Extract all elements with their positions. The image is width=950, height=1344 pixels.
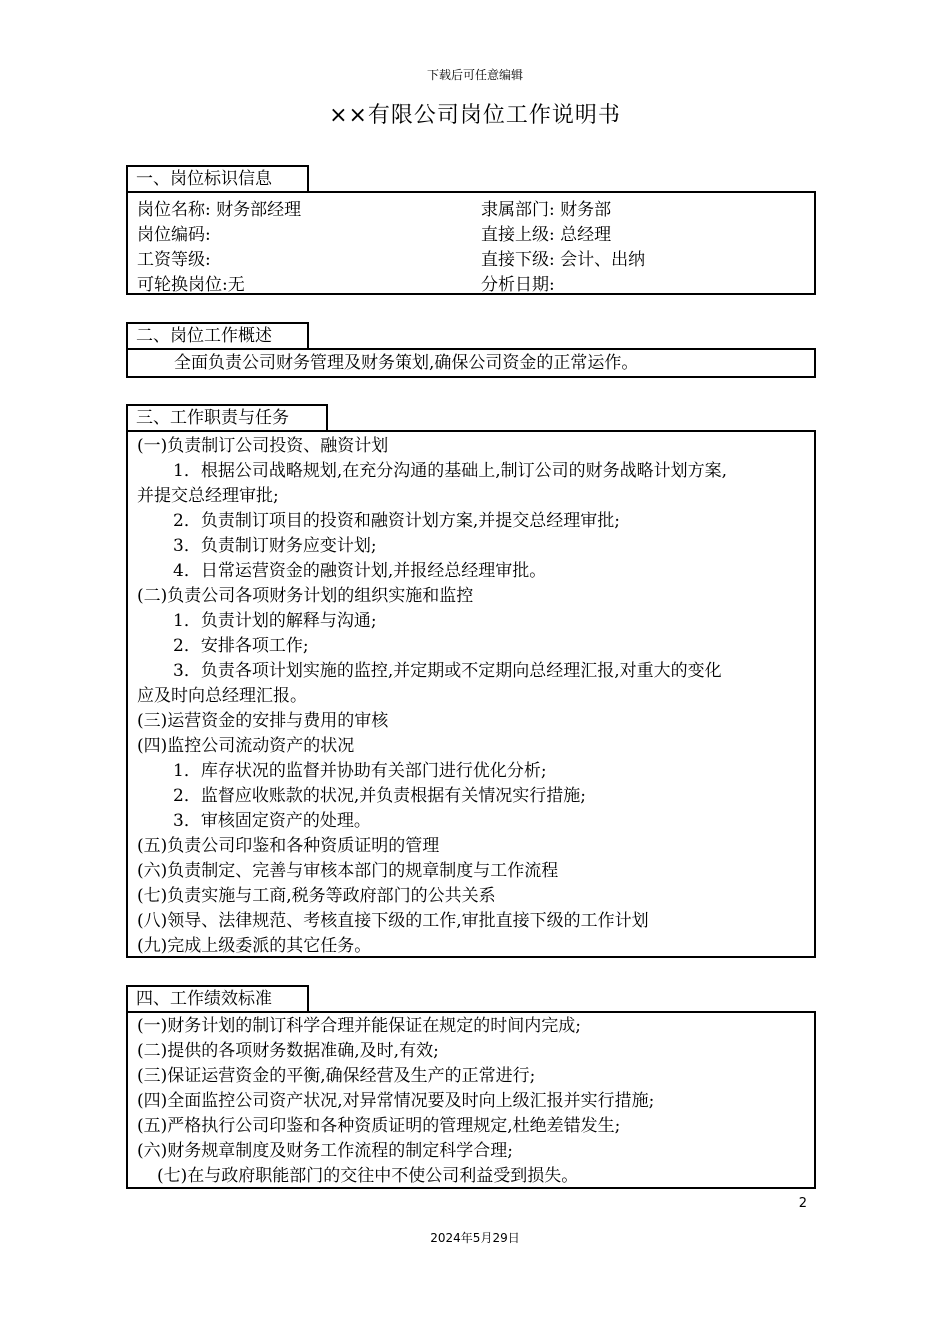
field-direct-superior: 直接上级: 总经理 [481, 225, 612, 245]
standard-line: (二)提供的各项财务数据准确,及时,有效; [137, 1041, 439, 1061]
field-position-code: 岗位编码: [137, 225, 211, 245]
duty-line: (五)负责公司印鉴和各种资质证明的管理 [137, 836, 440, 856]
field-salary-grade: 工资等级: [137, 250, 211, 270]
standard-line: (七)在与政府职能部门的交往中不使公司利益受到损失。 [157, 1166, 579, 1186]
duty-line: (三)运营资金的安排与费用的审核 [137, 711, 389, 731]
duty-line: (八)领导、法律规范、考核直接下级的工作,审批直接下级的工作计划 [137, 911, 649, 931]
duty-line: 2．负责制订项目的投资和融资计划方案,并提交总经理审批; [173, 511, 620, 531]
duty-line: 4．日常运营资金的融资计划,并报经总经理审批。 [173, 561, 547, 581]
duty-line: (一)负责制订公司投资、融资计划 [137, 436, 389, 456]
page-number: 2 [798, 1196, 807, 1211]
field-rotatable-position: 可轮换岗位:无 [137, 275, 245, 295]
section3-box [126, 430, 816, 958]
section2-box [126, 348, 816, 378]
duty-line: (四)监控公司流动资产的状况 [137, 736, 355, 756]
duty-line: 并提交总经理审批; [137, 486, 279, 506]
duty-line: 1．负责计划的解释与沟通; [173, 611, 377, 631]
duty-line: (六)负责制定、完善与审核本部门的规章制度与工作流程 [137, 861, 559, 881]
section2-heading: 二、岗位工作概述 [126, 322, 309, 348]
duty-line: 3．负责各项计划实施的监控,并定期或不定期向总经理汇报,对重大的变化 [173, 661, 722, 681]
duty-line: 1．根据公司战略规划,在充分沟通的基础上,制订公司的财务战略计划方案, [173, 461, 728, 481]
header-note: 下载后可任意编辑 [426, 68, 523, 82]
field-department: 隶属部门: 财务部 [481, 200, 612, 220]
section4-heading: 四、工作绩效标准 [126, 985, 309, 1011]
section4-box [126, 1011, 816, 1189]
section1-heading: 一、岗位标识信息 [126, 165, 309, 191]
standard-line: (六)财务规章制度及财务工作流程的制定科学合理; [137, 1141, 513, 1161]
standard-line: (四)全面监控公司资产状况,对异常情况要及时向上级汇报并实行措施; [137, 1091, 655, 1111]
footer-date: 2024年5月29日 [430, 1231, 520, 1245]
standard-line: (五)严格执行公司印鉴和各种资质证明的管理规定,杜绝差错发生; [137, 1116, 621, 1136]
duty-line: 3．负责制订财务应变计划; [173, 536, 377, 556]
field-direct-subordinate: 直接下级: 会计、出纳 [481, 250, 646, 270]
document-title: ××有限公司岗位工作说明书 [329, 103, 621, 128]
duty-line: 3．审核固定资产的处理。 [173, 811, 371, 831]
section3-heading: 三、工作职责与任务 [126, 404, 328, 430]
standard-line: (一)财务计划的制订科学合理并能保证在规定的时间内完成; [137, 1016, 581, 1036]
duty-line: (七)负责实施与工商,税务等政府部门的公共关系 [137, 886, 496, 906]
duty-line: 应及时向总经理汇报。 [137, 686, 307, 706]
section1-box [126, 191, 816, 295]
duty-line: 2．监督应收账款的状况,并负责根据有关情况实行措施; [173, 786, 586, 806]
duty-line: (九)完成上级委派的其它任务。 [137, 936, 372, 956]
field-position-name: 岗位名称: 财务部经理 [137, 200, 302, 220]
standard-line: (三)保证运营资金的平衡,确保经营及生产的正常进行; [137, 1066, 536, 1086]
duty-line: 1．库存状况的监督并协助有关部门进行优化分析; [173, 761, 547, 781]
overview-text: 全面负责公司财务管理及财务策划,确保公司资金的正常运作。 [174, 353, 639, 373]
field-analysis-date: 分析日期: [481, 275, 555, 295]
duty-line: (二)负责公司各项财务计划的组织实施和监控 [137, 586, 474, 606]
duty-line: 2．安排各项工作; [173, 636, 309, 656]
